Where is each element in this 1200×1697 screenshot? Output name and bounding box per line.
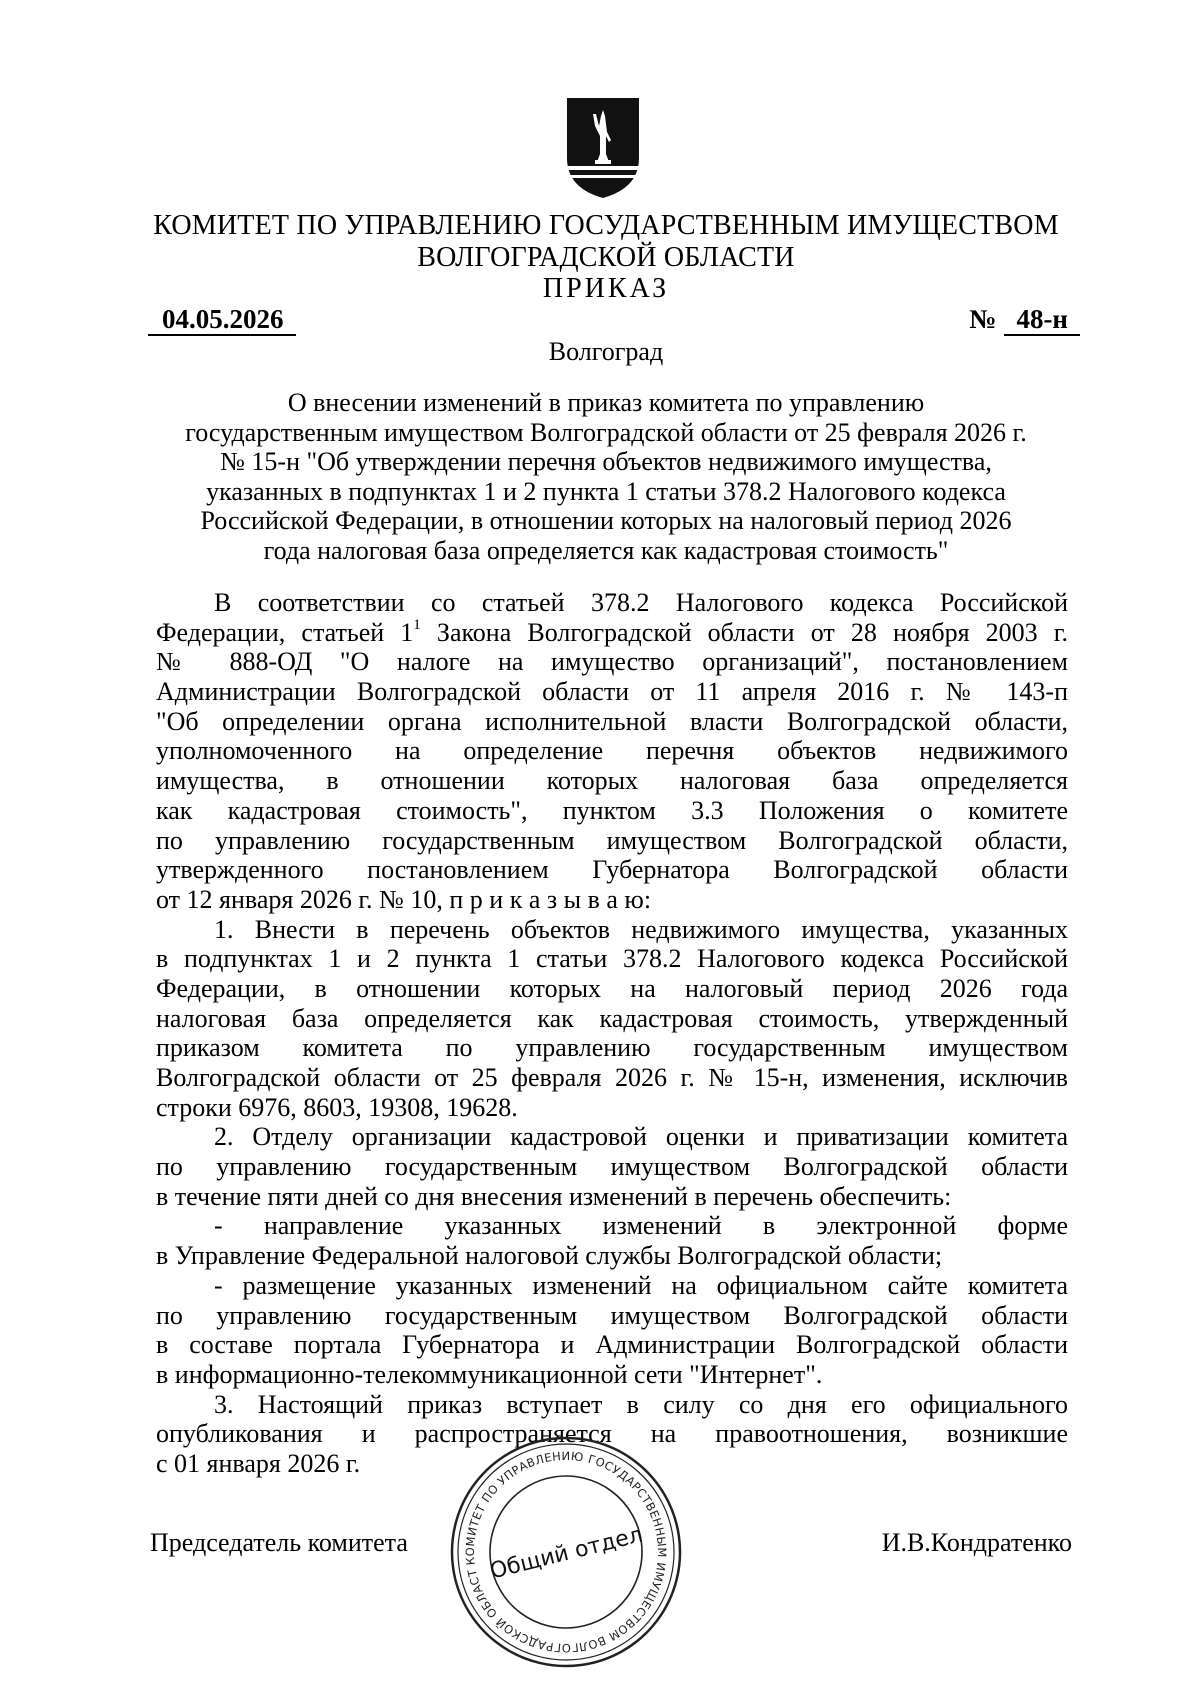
number-sign: №: [969, 304, 997, 334]
title-line: Российской Федерации, в отношении которых на налоговый период 2026: [200, 506, 1012, 535]
body-line: 3. Настоящий приказ вступает в силу со дня его официального: [214, 1389, 1068, 1419]
signatory-position: Председатель комитета: [150, 1528, 408, 1557]
document-city: Волгоград: [548, 337, 664, 366]
body-line: утвержденного постановлением Губернатора Волгоградской области: [156, 855, 1068, 885]
body-line: в составе портала Губернатора и Администрации Волгоградской области: [156, 1330, 1068, 1360]
title-line: года налоговая база определяется как кадастровая стоимость": [263, 535, 949, 565]
title-line: указанных в подпунктах 1 и 2 пункта 1 статьи 378.2 Налогового кодекса: [206, 476, 1006, 506]
body-line: приказом комитета по управлению государственным имуществом: [156, 1033, 1068, 1063]
body-line: Волгоградской области от 25 февраля 2026 г. № 15-н, изменения, исключив: [156, 1063, 1068, 1092]
document-title: [140, 388, 1072, 565]
title-line: № 15-н "Об утверждении перечня объектов недвижимого имущества,: [220, 447, 992, 476]
body-text: Закона Волгоградской области от 28 ноября 2003 г.: [420, 617, 1068, 647]
body-line: в подпунктах 1 и 2 пункта 1 статьи 378.2 Налогового кодекса Российской: [156, 944, 1068, 974]
body-line: Администрации Волгоградской области от 11 апреля 2016 г. № 143-п: [156, 677, 1068, 707]
body-line: Федерации, в отношении которых на налоговый период 2026 года: [156, 973, 1068, 1003]
body-line: в Управление Федеральной налоговой службы Волгоградской области;: [156, 1241, 943, 1271]
document-number: [969, 304, 1080, 336]
document-type: ПРИКАЗ: [542, 273, 670, 304]
body-line: налоговая база определяется как кадастровая стоимость, утвержденный: [156, 1003, 1068, 1033]
document-body: [156, 588, 1068, 1479]
body-line: от 12 января 2026 г. № 10, п р и к а з ы в а ю:: [156, 884, 652, 914]
title-line: государственным имуществом Волгоградской области от 25 февраля 2026 г.: [185, 417, 1027, 447]
org-name-line1: КОМИТЕТ ПО УПРАВЛЕНИЮ ГОСУДАРСТВЕННЫМ ИМУЩЕСТВОМ: [153, 210, 1059, 241]
body-line: по управлению государственным имуществом Волгоградской области: [156, 1152, 1068, 1182]
signatory-name: И.В.Кондратенко: [881, 1528, 1072, 1557]
body-line: 1. Внести в перечень объектов недвижимого имущества, указанных: [214, 914, 1068, 944]
official-stamp: [446, 1432, 686, 1672]
body-line: в информационно-телекоммуникационной сети "Интернет".: [156, 1359, 823, 1389]
body-line: опубликования и распространяется на правоотношения, возникшие: [156, 1419, 1068, 1449]
stamp-center-text: Общий отдел: [487, 1522, 646, 1585]
body-line: уполномоченного на определение перечня объектов недвижимого: [156, 736, 1068, 766]
superscript: 1: [413, 616, 421, 633]
body-line: с 01 января 2026 г.: [156, 1448, 361, 1478]
body-line: "Об определении органа исполнительной власти Волгоградской области,: [156, 706, 1068, 736]
body-line: № 888-ОД "О налоге на имущество организаций", постановлением: [156, 647, 1068, 677]
body-line: имущества, в отношении которых налоговая база определяется: [156, 766, 1068, 796]
body-line: В соответствии со статьей 378.2 Налогового кодекса Российской: [214, 588, 1068, 617]
number-value: 48-н: [1004, 304, 1080, 336]
body-line: строки 6976, 8603, 19308, 19628.: [156, 1092, 518, 1122]
body-line: - размещение указанных изменений на официальном сайте комитета: [214, 1270, 1068, 1300]
stamp-ring-text: КОМИТЕТ ПО УПРАВЛЕНИЮ ГОСУДАРСТВЕННЫМ ИМУЩЕСТВОМ ВОЛГОГРАДСКОЙ ОБЛАСТИ: [462, 1448, 670, 1656]
body-line: как кадастровая стоимость", пунктом 3.3 Положения о комитете: [156, 795, 1068, 825]
body-line: [156, 618, 1068, 648]
document-date: 04.05.2026: [148, 304, 296, 336]
body-line: по управлению государственным имуществом Волгоградской области: [156, 1300, 1068, 1330]
body-line: по управлению государственным имуществом Волгоградской области,: [156, 825, 1068, 855]
body-text: Федерации, статьей 1: [156, 617, 414, 647]
org-name-line2: ВОЛГОГРАДСКОЙ ОБЛАСТИ: [417, 242, 795, 273]
body-line: в течение пяти дней со дня внесения изменений в перечень обеспечить:: [156, 1181, 952, 1211]
coat-of-arms-icon: [565, 96, 641, 200]
body-line: 2. Отделу организации кадастровой оценки и приватизации комитета: [214, 1122, 1068, 1152]
title-line: О внесении изменений в приказ комитета по управлению: [287, 388, 925, 417]
body-line: - направление указанных изменений в электронной форме: [214, 1211, 1068, 1241]
